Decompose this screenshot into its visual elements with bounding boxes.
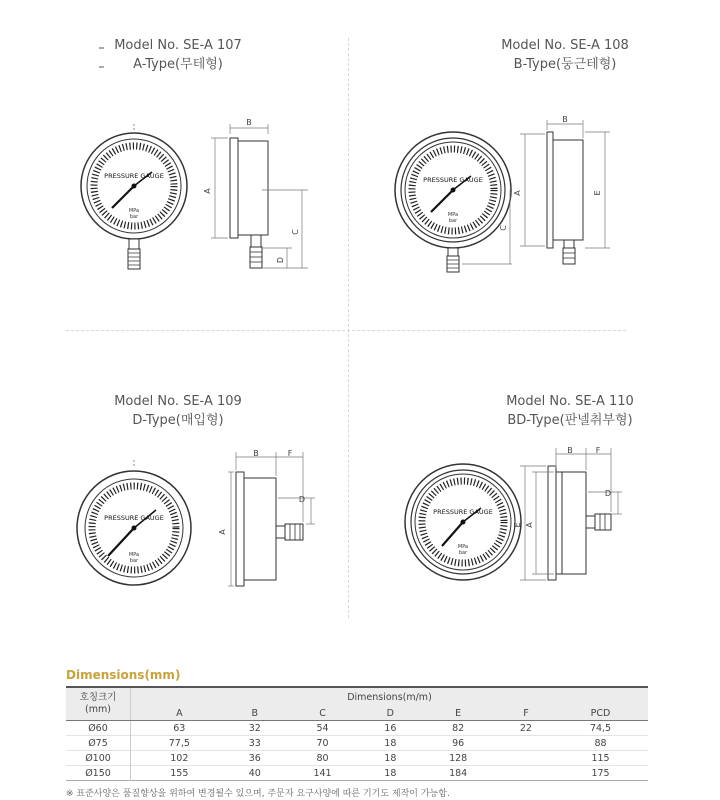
gauge-drawing xyxy=(360,0,720,330)
type-name: D-Type(매입형) xyxy=(132,413,224,428)
value-cell: 155 xyxy=(170,767,189,779)
size-cell: Ø60 xyxy=(66,721,131,736)
table-row xyxy=(66,751,648,766)
type-name: BD-Type(판넬취부형) xyxy=(507,413,633,428)
gauge-drawing xyxy=(0,332,360,662)
dim-label-e: E xyxy=(593,190,602,196)
table-row xyxy=(66,736,648,751)
footnote: ※ 표준사양은 품질향상을 위하여 변경될수 있으며, 주문자 요구사양에 따른 기기도 제작이 가능함. xyxy=(66,789,450,799)
value-cell: 141 xyxy=(313,767,332,779)
dial-unit-bar: bar xyxy=(129,214,139,220)
gauge-panel-a-type xyxy=(0,0,360,330)
table-row xyxy=(66,766,648,781)
value-cell: 18 xyxy=(384,737,397,749)
value-cell xyxy=(499,766,553,781)
size-cell: Ø150 xyxy=(66,766,131,781)
value-cell: 70 xyxy=(316,737,329,749)
value-cell xyxy=(499,751,553,766)
gauge-side-view xyxy=(520,448,622,580)
value-cell: 77,5 xyxy=(168,737,190,749)
value-cell: 88 xyxy=(594,737,607,749)
dial-unit-mpa: MPa xyxy=(457,544,469,550)
gauge-side-view xyxy=(228,452,315,586)
value-cell: 40 xyxy=(248,767,261,779)
model-number: Model No. SE-A 107 xyxy=(114,38,242,53)
value-cell xyxy=(499,736,553,751)
gauge-front-view xyxy=(395,132,511,272)
gauge-side-view xyxy=(211,124,308,268)
dim-label-c: C xyxy=(291,229,300,235)
dim-label-b: B xyxy=(246,118,252,127)
size-header xyxy=(66,687,131,721)
dim-label-a: A xyxy=(525,522,534,528)
column-header: B xyxy=(228,706,282,721)
model-number: Model No. SE-A 108 xyxy=(501,38,629,53)
value-cell: 96 xyxy=(452,737,465,749)
value-cell: 184 xyxy=(449,767,468,779)
value-cell: 22 xyxy=(519,722,532,734)
size-header-label: 호칭크기 xyxy=(79,692,117,703)
value-cell: 82 xyxy=(452,722,465,734)
column-header: E xyxy=(417,706,498,721)
value-cell: 63 xyxy=(173,722,186,734)
dim-label-a: A xyxy=(203,188,212,194)
value-cell: 175 xyxy=(591,767,610,779)
dial-label: PRESSURE GAUGE xyxy=(104,172,164,180)
column-header: PCD xyxy=(553,706,648,721)
dim-label-b: B xyxy=(562,115,568,124)
dim-label-b: B xyxy=(567,446,573,455)
dim-label-d: D xyxy=(276,256,285,264)
value-cell: 36 xyxy=(248,752,261,764)
value-cell: 54 xyxy=(316,722,329,734)
dim-label-d: D xyxy=(298,495,306,504)
model-number: Model No. SE-A 109 xyxy=(114,394,242,409)
dial-unit-mpa: MPa xyxy=(128,552,140,558)
horizontal-separator xyxy=(66,330,626,331)
dimensions-title: Dimensions(mm) xyxy=(66,668,181,682)
value-cell: 16 xyxy=(384,722,397,734)
gauge-drawing xyxy=(360,332,720,662)
gauge-front-view xyxy=(77,460,191,585)
column-header: D xyxy=(363,706,417,721)
gauge-front-view xyxy=(81,124,187,269)
dial-label: PRESSURE GAUGE xyxy=(433,508,493,516)
gauge-front-view xyxy=(405,464,521,580)
value-cell: 18 xyxy=(384,767,397,779)
dial-unit-bar: bar xyxy=(448,218,458,224)
size-cell: Ø100 xyxy=(66,751,131,766)
dim-label-a: A xyxy=(218,529,227,535)
value-cell: 74,5 xyxy=(589,722,612,734)
size-cell: Ø75 xyxy=(66,736,131,751)
gauge-drawing xyxy=(0,0,360,330)
type-name: A-Type(무테형) xyxy=(133,57,223,72)
dim-label-e: E xyxy=(513,522,522,528)
value-cell: 33 xyxy=(248,737,261,749)
gauge-panel-b-type xyxy=(360,0,720,330)
dial-unit-bar: bar xyxy=(458,550,468,556)
model-number: Model No. SE-A 110 xyxy=(506,394,634,409)
column-header: F xyxy=(499,706,553,721)
gauge-panel-d-type xyxy=(0,332,360,662)
value-cell: 115 xyxy=(591,752,610,764)
dial-label: PRESSURE GAUGE xyxy=(423,176,483,184)
dim-label-f: F xyxy=(287,449,293,458)
group-header: Dimensions(m/m) xyxy=(131,687,649,706)
dim-label-c: C xyxy=(499,225,508,231)
value-cell: 80 xyxy=(316,752,329,764)
type-name: B-Type(둥근테형) xyxy=(513,57,617,72)
dim-label-a: A xyxy=(513,190,522,196)
dimensions-table xyxy=(66,686,648,781)
value-cell: 128 xyxy=(449,752,468,764)
value-cell: 102 xyxy=(170,752,189,764)
dial-unit-bar: bar xyxy=(129,558,139,564)
dial-unit-mpa: MPa xyxy=(447,212,459,218)
dim-label-d: D xyxy=(604,489,612,498)
column-header: A xyxy=(131,706,228,721)
dim-label-f: F xyxy=(595,446,601,455)
column-header: C xyxy=(282,706,363,721)
value-cell: 18 xyxy=(384,752,397,764)
dim-label-b: B xyxy=(253,449,259,458)
table-row xyxy=(66,721,648,736)
dial-unit-mpa: MPa xyxy=(128,208,140,214)
dial-label: PRESSURE GAUGE xyxy=(104,514,164,522)
value-cell: 32 xyxy=(248,722,261,734)
gauge-panel-bd-type xyxy=(360,332,720,662)
size-header-unit: (mm) xyxy=(85,704,111,715)
